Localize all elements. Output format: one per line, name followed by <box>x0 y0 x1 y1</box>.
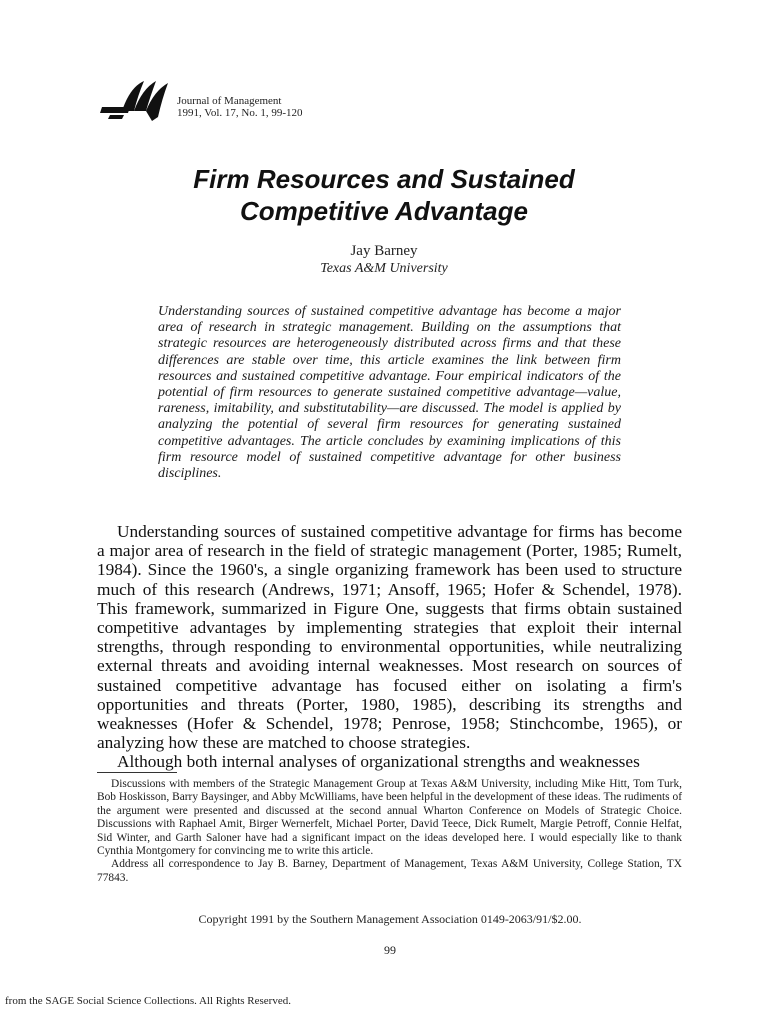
author-name: Jay Barney <box>350 243 418 259</box>
page-number: 99 <box>384 943 396 957</box>
article-title-line-1: Firm Resources and Sustained <box>193 164 575 194</box>
body-paragraph-2: Although both internal analyses of organizational strengths and weaknesses <box>117 752 640 772</box>
author-affiliation: Texas A&M University <box>320 261 448 276</box>
body-paragraph-1: Understanding sources of sustained competitive advantage for firms has become a major area of research in the field of strategic management (Porter, 1985; Rumelt, 1984). Since the 1960's, a single organizing framework has been used to structure much of this research (Andrews, 1971; Ansoff, 1965; Hofer & Schendel, 1978). This framework, summarized in Figure One, suggests that firms obtain sustained competitive advantages by implementing strategies that exploit their internal strengths, through responding to environmental opportunities, while neutralizing external threats and avoiding internal weaknesses. Most research on sources of sustained competitive advantage has focused either on isolating a firm's opportunities and threats (Porter, 1980, 1985), describing its strengths and weaknesses (Hofer & Schendel, 1978; Penrose, 1958; Stinchcombe, 1965), or analyzing how these are matched to choose strategies. <box>97 522 682 753</box>
body-text <box>97 522 682 772</box>
footnote-divider <box>97 772 177 773</box>
source-line: from the SAGE Social Science Collections. All Rights Reserved. <box>5 995 291 1007</box>
footnote-acknowledgement: Discussions with members of the Strategic Management Group at Texas A&M University, including Mike Hitt, Tom Turk, Bob Hoskisson, Barry Baysinger, and Abby McWilliams, have been helpful in the development of these ideas. The rudiments of the argument were presented and discussed at the second annual Wharton Conference on Models of Strategic Choice. Discussions with Raphael Amit, Birger Wernerfelt, Michael Porter, David Teece, Dick Rumelt, Margie Petroff, Connie Helfat, Sid Winter, and Garth Saloner have had a significant impact on the ideas developed here. I would especially like to thank Cynthia Montgomery for convincing me to write this article. <box>97 778 682 858</box>
journal-name: Journal of Management <box>177 95 282 107</box>
article-title-line-2: Competitive Advantage <box>240 196 528 226</box>
journal-citation: 1991, Vol. 17, No. 1, 99-120 <box>177 107 303 119</box>
abstract: Understanding sources of sustained competitive advantage has become a major area of research in strategic management. Building on the assumptions that strategic resources are heterogeneously distributed across firms and that these differences are stable over time, this article examines the link between firm resources and sustained competitive advantage. Four empirical indicators of the potential of firm resources to generate sustained competitive advantage—value, rareness, imitability, and substitutability—are discussed. The model is applied by analyzing the potential of several firm resources for generating sustained competitive advantages. The article concludes by examining implications of this firm resource model of sustained competitive advantage for other business disciplines. <box>158 304 621 482</box>
journal-logo <box>100 77 172 123</box>
footnote-address: Address all correspondence to Jay B. Barney, Department of Management, Texas A&M University, College Station, TX 77843. <box>97 858 682 884</box>
copyright-line: Copyright 1991 by the Southern Management Association 0149-2063/91/$2.00. <box>198 912 582 926</box>
footnotes <box>97 778 682 885</box>
